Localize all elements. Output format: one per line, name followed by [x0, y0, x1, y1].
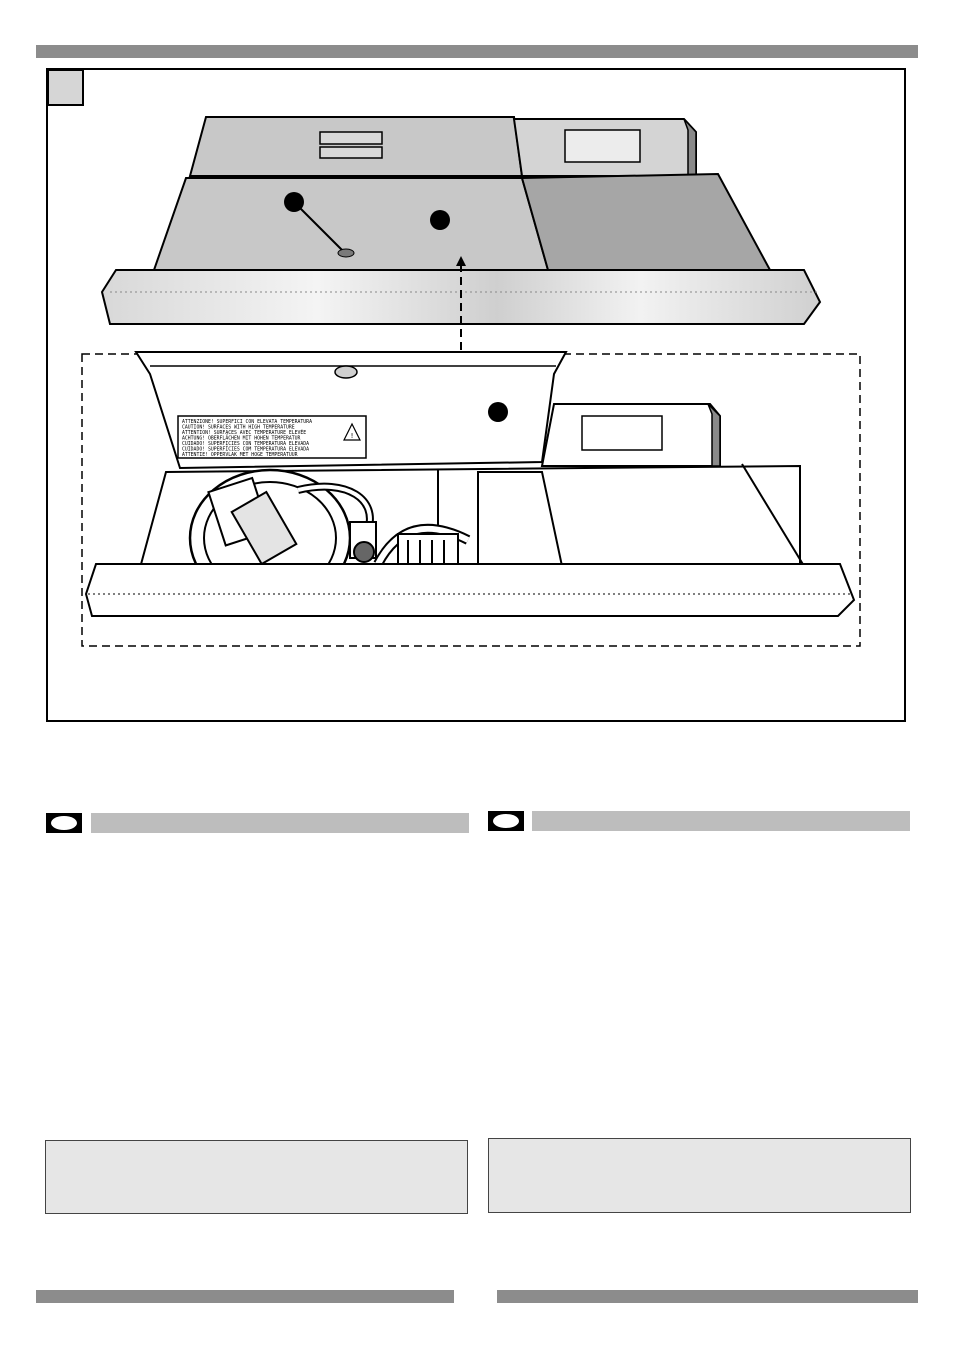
warning-line-5: CUIDADO! SUPERFICIES CON TEMPERATURA ELEVADA	[182, 442, 310, 447]
warning-line-7: ATTENTIE! OPPERVLAK MET HOGE TEMPERATUUR	[182, 453, 298, 458]
lid-knob	[338, 249, 354, 257]
appliance-illustration	[48, 70, 904, 720]
warning-line-2: CAUTION! SURFACES WITH HIGH TEMPERATURE	[182, 425, 295, 431]
callout-dot-1	[284, 192, 304, 212]
callout-dot-2	[430, 210, 450, 230]
note-box-right	[488, 1138, 911, 1213]
section-bar-right	[532, 811, 910, 831]
warning-label	[178, 416, 366, 458]
footer-rule-left	[36, 1290, 454, 1303]
footer-rule-right	[497, 1290, 918, 1303]
warning-line-1: ATTENZIONE! SUPERFICI CON ELEVATA TEMPERATURA	[182, 420, 312, 425]
figure-number-box	[48, 70, 83, 105]
open-appliance	[86, 352, 854, 616]
warning-line-6: CUIDADO! SUPERFÍCIES COM TEMPERATURA ELEVADA	[182, 447, 310, 453]
section-badge-right	[488, 811, 524, 831]
note-box-left	[45, 1140, 468, 1214]
section-bar-left	[91, 813, 469, 833]
warning-line-3: ATTENTION! SURFACES AVEC TEMPERATURE ELEVÉE	[182, 431, 307, 436]
section-badge-left	[46, 813, 82, 833]
svg-text:!: !	[350, 432, 354, 440]
top-rule	[36, 45, 918, 58]
warning-line-4: ACHTUNG! OBERFLÄCHEN MIT HOHEN TEMPERATUR	[182, 436, 301, 442]
figure-frame	[46, 68, 906, 722]
lid-knob-open	[335, 366, 357, 378]
callout-dot-3	[488, 402, 508, 422]
